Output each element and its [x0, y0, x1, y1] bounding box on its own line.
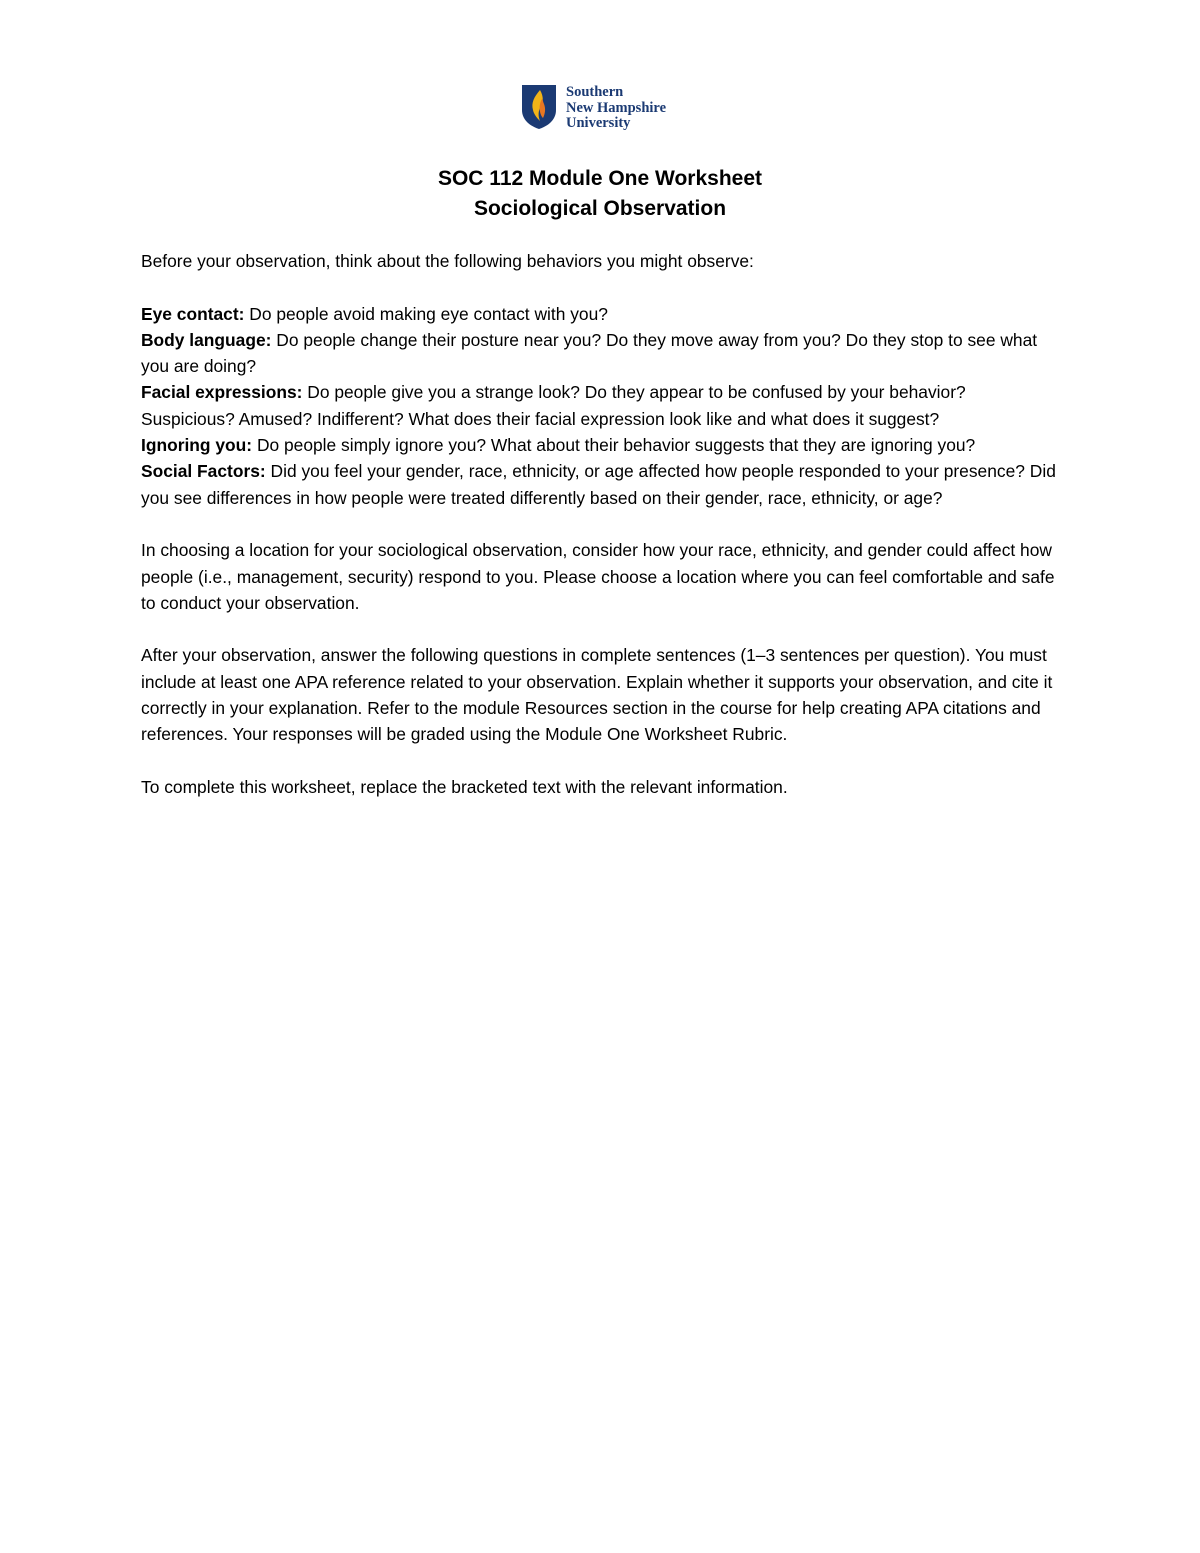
behavior-term: Facial expressions: — [141, 382, 303, 403]
document-body — [141, 248, 1061, 827]
logo-line-1: Southern — [566, 84, 624, 100]
logo-line-3: University — [566, 115, 631, 131]
behavior-eye-contact — [141, 301, 1061, 327]
behavior-body-language — [141, 327, 1061, 380]
shield-flame-icon — [521, 84, 557, 130]
behavior-facial-expressions — [141, 379, 1061, 432]
behavior-text: Did you feel your gender, race, ethnicity, or age affected how people responded to your presence? Did you see differences in how people were treated differently based on their gender, race, ethnicity, or age? — [141, 461, 1056, 508]
logo-line-2: New Hampshire — [566, 99, 667, 116]
snhu-logo — [521, 84, 666, 132]
behavior-text: Do people give you a strange look? Do they appear to be confused by your behavior? Suspicious? Amused? Indifferent? What does their facial expression look like and what does it suggest? — [141, 382, 966, 429]
title-line-1: SOC 112 Module One Worksheet — [437, 167, 763, 190]
document-title — [0, 164, 1200, 224]
behavior-term: Eye contact: — [141, 303, 245, 324]
after-observation-paragraph: After your observation, answer the following questions in complete sentences (1–3 sentences per question). You must include at least one APA reference related to your observation. Explain whether it supports your observation, and cite it correctly in your explanation. Refer to the module Resources section in the course for help creating APA citations and references. Your responses will be graded using the Module One Worksheet Rubric. — [141, 645, 1053, 745]
logo-wordmark — [566, 85, 666, 132]
behavior-ignoring-you — [141, 432, 1061, 458]
behavior-text: Do people change their posture near you? Do they move away from you? Do they stop to see what you are doing? — [141, 329, 1038, 377]
behaviors-list — [141, 301, 1061, 511]
behavior-text: Do people avoid making eye contact with you? — [249, 303, 608, 324]
intro-paragraph: Before your observation, think about the following behaviors you might observe: — [141, 251, 754, 271]
behavior-term: Ignoring you: — [141, 435, 253, 456]
completion-instructions: To complete this worksheet, replace the bracketed text with the relevant information. — [141, 776, 788, 797]
behavior-text: Do people simply ignore you? What about their behavior suggests that they are ignoring you? — [256, 435, 976, 456]
location-paragraph: In choosing a location for your sociological observation, consider how your race, ethnicity, and gender could affect how people (i.e., management, security) respond to you. Please choose a location where you can feel comfortable and safe to conduct your observation. — [141, 540, 1055, 613]
behavior-social-factors — [141, 458, 1061, 511]
behavior-term: Social Factors: — [141, 461, 266, 482]
behavior-term: Body language: — [141, 329, 272, 350]
title-line-2: Sociological Observation — [473, 197, 727, 220]
